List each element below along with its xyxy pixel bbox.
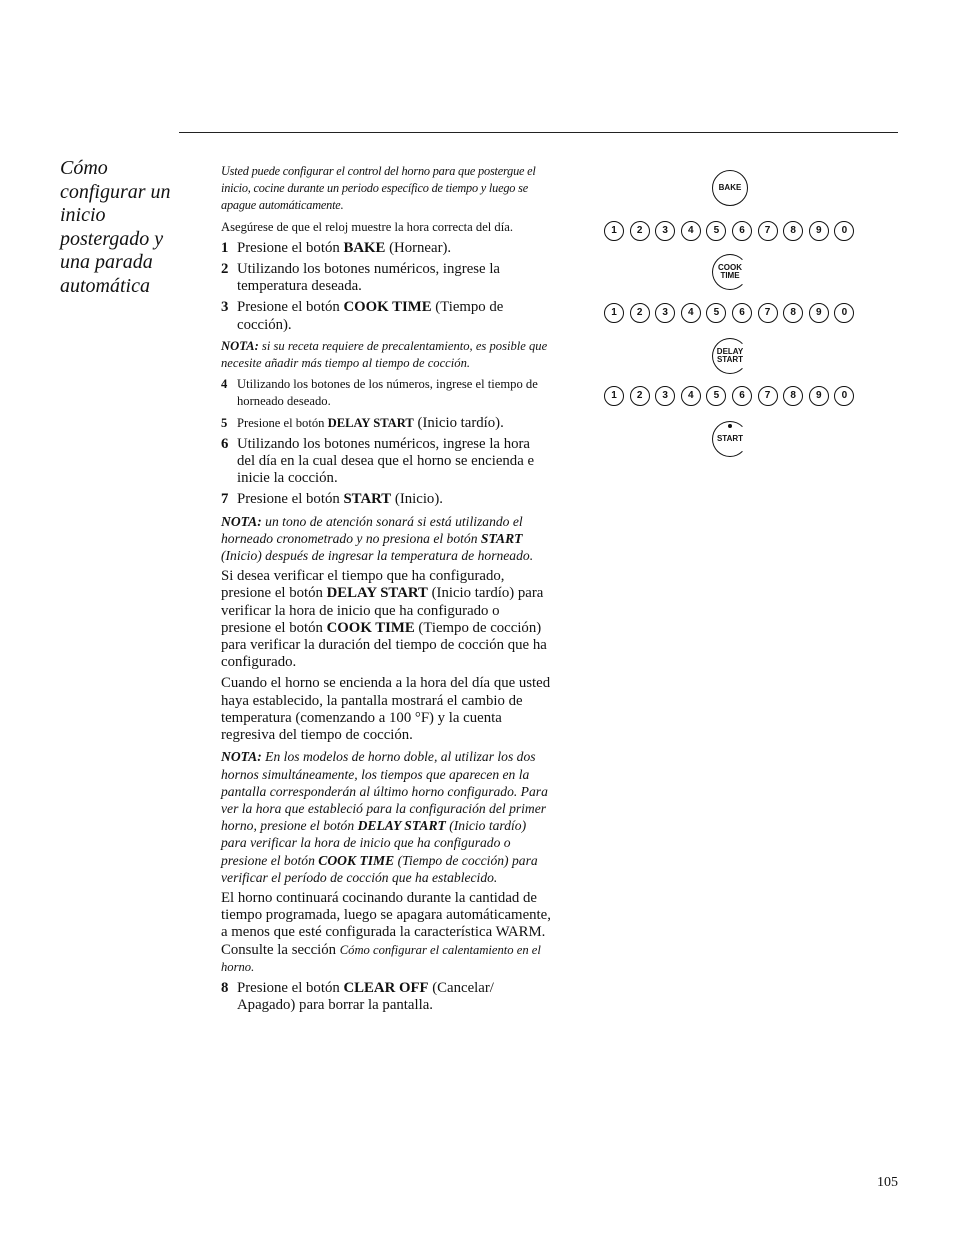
- number-key-icon: 2: [630, 386, 650, 406]
- number-key-icon: 5: [706, 221, 726, 241]
- keypad-illustration: [600, 165, 860, 465]
- step-number: 3: [221, 299, 229, 316]
- cook-time-key-label: TIME: [720, 271, 740, 280]
- oven-on-paragraph: Cuando el horno se encienda a la hora del día que usted haya establecido, la pantalla mostrará el cambio de temperatura (comenzando a 100 °F) y la cuenta regresiva del tiempo de cocción.: [221, 675, 551, 744]
- step-text: (Inicio tardío).: [413, 414, 504, 431]
- step-text: Utilizando los botones numéricos, ingrese la hora del día en la cual desea que el horno se encienda e inicie la cocción.: [237, 435, 535, 487]
- number-key-icon: 4: [681, 221, 701, 241]
- number-key-icon: 3: [655, 386, 675, 406]
- step-text: (Hornear).: [385, 239, 452, 256]
- number-key-icon: 4: [681, 386, 701, 406]
- button-name: CLEAR OFF: [343, 979, 429, 996]
- step-number: 4: [221, 377, 228, 392]
- number-key-icon: 7: [758, 221, 778, 241]
- start-key-label: START: [716, 434, 744, 443]
- number-key-icon: 8: [783, 303, 803, 323]
- step-number: 5: [221, 415, 228, 430]
- step-2: [221, 261, 551, 295]
- note-text: En los modelos de horno doble, al utilizar los dos hornos simultáneamente, los tiempos que aparecen en la pantalla corresponderán al último horno configurado. Para ver la hora que estableció para la configuración del primer horno, presione el botón: [221, 749, 548, 834]
- number-key-icon: 6: [732, 221, 752, 241]
- step-1: [221, 240, 551, 257]
- button-name: START: [480, 530, 523, 546]
- step-number: 6: [221, 435, 229, 452]
- number-key-icon: 0: [834, 303, 854, 323]
- number-key-icon: 8: [783, 221, 803, 241]
- number-key-icon: 1: [604, 221, 624, 241]
- para-text: (Tiempo de cocción) para verificar la duración del tiempo de cocción que ha configurado.: [221, 619, 547, 671]
- step-text: Presione el botón: [237, 491, 344, 508]
- number-key-icon: 2: [630, 221, 650, 241]
- number-key-icon: 0: [834, 221, 854, 241]
- number-row-1: [604, 221, 854, 241]
- step-text: Presione el botón: [237, 979, 344, 996]
- number-key-icon: 3: [655, 221, 675, 241]
- delay-start-key-icon: [712, 338, 748, 374]
- button-name: BAKE: [343, 239, 386, 256]
- section-title: Cómo configurar un inicio postergado y una parada automática: [60, 157, 171, 297]
- step-3: [221, 299, 551, 333]
- button-name: DELAY START: [326, 585, 428, 602]
- step-text: Presione el botón: [237, 299, 344, 316]
- number-key-icon: 9: [809, 221, 829, 241]
- number-key-icon: 1: [604, 303, 624, 323]
- number-key-icon: 8: [783, 386, 803, 406]
- step-number: 8: [221, 979, 229, 996]
- step-text: Utilizando los botones numéricos, ingrese la temperatura deseada.: [237, 261, 500, 295]
- note-text: un tono de atención sonará si está utilizando el horneado cronometrado y no presiona el botón: [221, 513, 523, 546]
- cook-time-key-label: COOK: [718, 263, 742, 272]
- bake-key-icon: [712, 170, 748, 206]
- header-rule: [179, 132, 898, 133]
- step-number: 7: [221, 491, 229, 508]
- number-row-3: [604, 386, 854, 406]
- start-indicator-dot: [728, 424, 732, 428]
- cook-time-key-icon: [712, 254, 748, 290]
- note-label: NOTA:: [221, 749, 262, 765]
- number-key-icon: 7: [758, 303, 778, 323]
- step-text: Presione el botón: [237, 239, 344, 256]
- step-text: (Cancelar/ Apagado) para borrar la pantalla.: [237, 979, 494, 1014]
- number-key-icon: 5: [706, 386, 726, 406]
- note-3: [221, 748, 551, 886]
- verify-paragraph: [221, 568, 551, 671]
- button-name: DELAY START: [357, 818, 446, 834]
- number-key-icon: 2: [630, 303, 650, 323]
- note-label: NOTA:: [221, 338, 259, 353]
- note-text: (Inicio) después de ingresar la temperatura de horneado.: [221, 548, 534, 564]
- step-number: 1: [221, 239, 229, 256]
- step-5: [221, 415, 551, 432]
- step-text: (Tiempo de cocción).: [237, 299, 504, 333]
- step-4: [221, 376, 551, 410]
- continue-paragraph: [221, 890, 551, 976]
- number-key-icon: 4: [681, 303, 701, 323]
- button-name: COOK TIME: [343, 299, 432, 316]
- para-text: El horno continuará cocinando durante la cantidad de tiempo programada, luego se apagara automáticamente, a menos que esté configurada la característica WARM. Consulte la sección: [221, 889, 551, 958]
- step-6: [221, 436, 551, 488]
- number-key-icon: 6: [732, 303, 752, 323]
- number-key-icon: 3: [655, 303, 675, 323]
- number-key-icon: 6: [732, 386, 752, 406]
- delay-start-key-label: DELAY: [716, 347, 744, 356]
- number-key-icon: 9: [809, 303, 829, 323]
- note-text: (Tiempo de cocción) para verificar el período de cocción que ha establecido.: [221, 852, 538, 885]
- note-label: NOTA:: [221, 513, 262, 529]
- note-text: (Inicio tardío) para verificar la hora de inicio que ha configurado o presione el botón: [221, 818, 527, 868]
- note-text: si su receta requiere de precalentamiento, es posible que necesite añadir más tiempo al tiempo de cocción.: [221, 338, 548, 371]
- instructions-column: [221, 163, 551, 1018]
- number-key-icon: 7: [758, 386, 778, 406]
- delay-start-key-label: START: [716, 355, 744, 364]
- clock-note: Asegúrese de que el reloj muestre la hora correcta del día.: [221, 219, 513, 234]
- page-number: 105: [877, 1175, 898, 1190]
- para-text: Si desea verificar el tiempo que ha configurado, presione el botón: [221, 568, 505, 602]
- note-1: [221, 338, 551, 372]
- section-reference: Cómo configurar el calentamiento en el horno.: [221, 942, 541, 974]
- step-text: Presione el botón: [237, 415, 328, 430]
- number-key-icon: 9: [809, 386, 829, 406]
- number-key-icon: 0: [834, 386, 854, 406]
- step-number: 2: [221, 261, 229, 278]
- step-text: (Inicio).: [391, 491, 443, 508]
- note-2: [221, 513, 551, 565]
- step-7: [221, 491, 551, 508]
- step-8: [221, 980, 551, 1014]
- step-text: Utilizando los botones de los números, ingrese el tiempo de horneado deseado.: [237, 377, 538, 409]
- button-name: COOK TIME: [326, 619, 415, 636]
- number-key-icon: 5: [706, 303, 726, 323]
- number-key-icon: 1: [604, 386, 624, 406]
- intro-text: Usted puede configurar el control del horno para que postergue el inicio, cocine durante un periodo específico de tiempo y luego se apague automáticamente.: [221, 164, 536, 213]
- button-name: DELAY START: [327, 415, 414, 430]
- button-name: COOK TIME: [318, 852, 395, 868]
- number-row-2: [604, 303, 854, 323]
- para-text: (Inicio tardío) para verificar la hora de inicio que ha configurado o presione el botón: [221, 585, 544, 636]
- button-name: START: [343, 491, 392, 508]
- bake-key-label: BAKE: [718, 183, 742, 192]
